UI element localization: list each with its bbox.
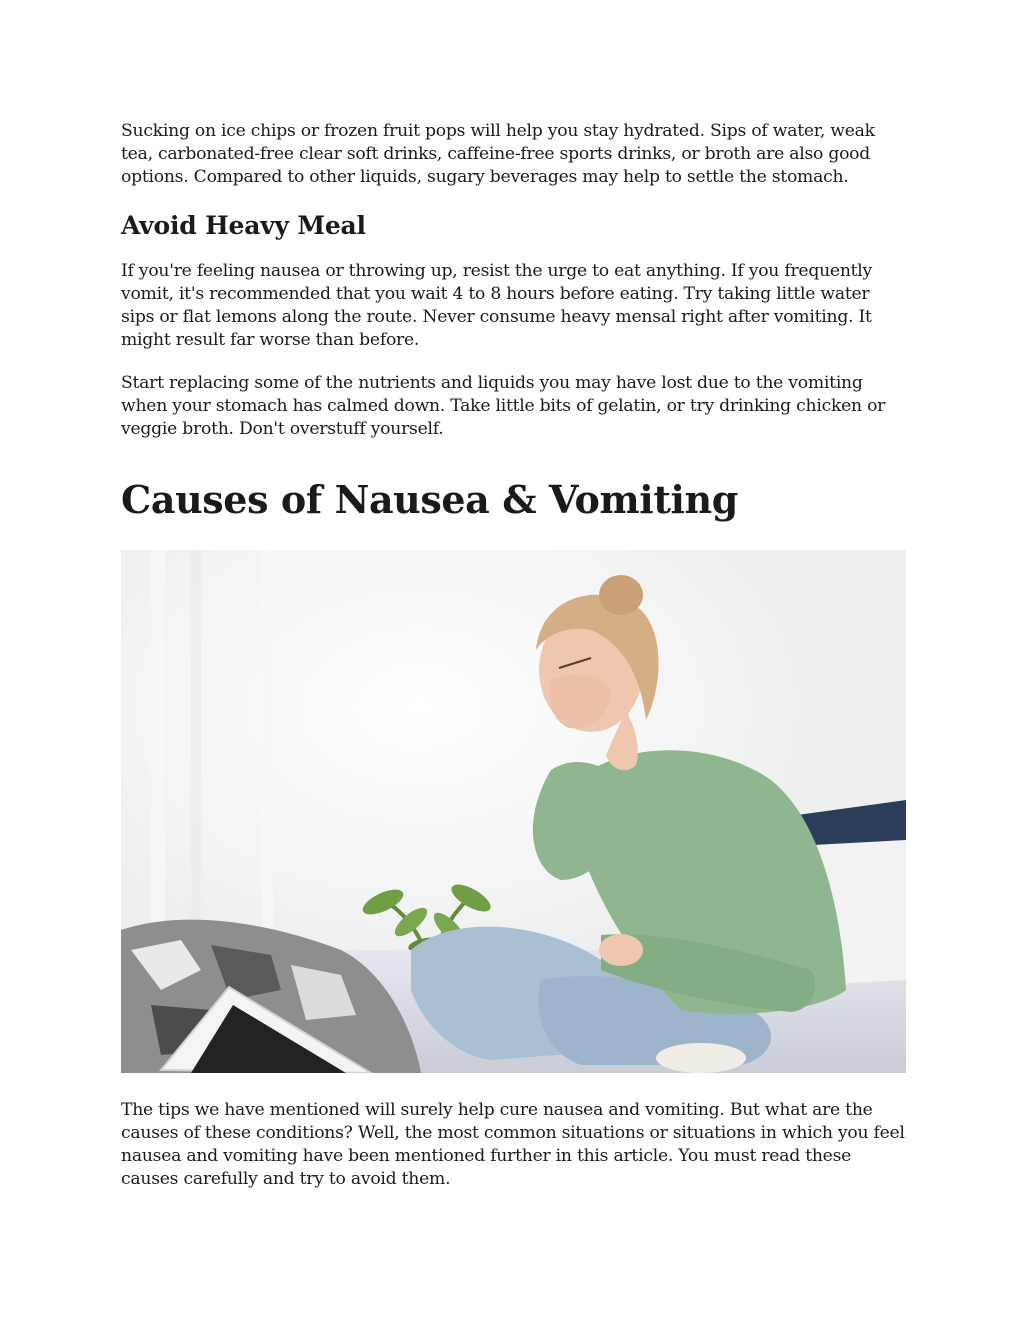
paragraph-replace-nutrients: Start replacing some of the nutrients and liquids you may have lost due to the vomiting when your stomach has calmed down. Take little bits of gelatin, or try drinking chicken or veggie broth. Don't overstuff yourself. <box>121 373 886 439</box>
paragraph-avoid-meal: If you're feeling nausea or throwing up, resist the urge to eat anything. If you frequently vomit, it's recommended that you wait 4 to 8 hours before eating. Try taking little water sips or flat lemons along the route. Never consume heavy mensal right after vomiting. It might result far worse than before. <box>121 261 873 350</box>
heading-causes: Causes of Nausea & Vomiting <box>121 477 738 522</box>
paragraph-causes-intro: The tips we have mentioned will surely help cure nausea and vomiting. But what are the causes of these conditions? Well, the most common situations or situations in which you feel nausea and vomiting have been mentioned further in this article. You must read these causes carefully and try to avoid them. <box>121 1100 905 1189</box>
paragraph-hydration: Sucking on ice chips or frozen fruit pops will help you stay hydrated. Sips of water, weak tea, carbonated-free clear soft drinks, caffeine-free sports drinks, or broth are also good options. Compared to other liquids, sugary beverages may help to settle the stomach. <box>121 121 875 187</box>
document-page <box>121 120 907 1191</box>
heading-avoid-heavy-meal: Avoid Heavy Meal <box>121 211 366 240</box>
photo-woman-nausea <box>121 550 906 1073</box>
photo-illustration <box>121 550 906 1073</box>
